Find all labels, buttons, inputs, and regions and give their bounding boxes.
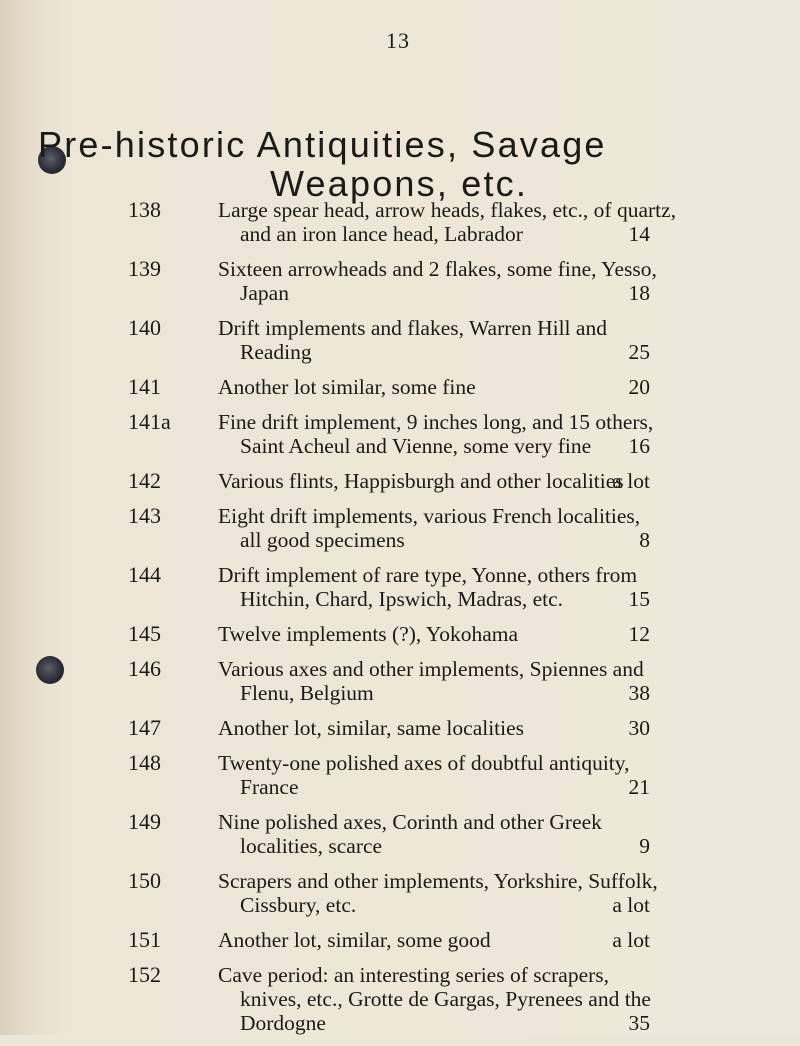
lot-description <box>218 469 648 493</box>
section-heading-line2: Weapons, etc. <box>270 163 529 204</box>
lot-description <box>218 316 648 364</box>
lot-number: 150 <box>128 868 161 893</box>
lot-entry <box>0 257 800 305</box>
lot-description <box>218 622 648 646</box>
lot-number: 148 <box>128 750 161 775</box>
lot-price: 21 <box>628 775 650 799</box>
lot-description <box>218 563 648 611</box>
lot-price: 15 <box>628 587 650 611</box>
lot-price: 35 <box>628 1011 650 1035</box>
lot-description <box>218 928 648 952</box>
lot-description-line: France <box>240 775 299 799</box>
lot-price: 38 <box>628 681 650 705</box>
lot-number: 144 <box>128 562 161 587</box>
lot-price: 20 <box>628 375 650 399</box>
lot-number: 143 <box>128 503 161 528</box>
lot-entry <box>0 716 800 740</box>
lot-description-line: Dordogne <box>240 1011 326 1035</box>
lot-price: a lot <box>612 893 650 917</box>
lot-description-line: Sixteen arrowheads and 2 flakes, some fine, Yesso, <box>218 257 657 281</box>
lot-description <box>218 657 648 705</box>
lot-number: 139 <box>128 256 161 281</box>
lot-description-line: Fine drift implement, 9 inches long, and 15 others, <box>218 410 654 434</box>
page-number: 13 <box>386 28 410 53</box>
lot-price: 9 <box>639 834 650 858</box>
lot-price: a lot <box>612 469 650 493</box>
lot-number: 138 <box>128 197 161 222</box>
lot-entry <box>0 810 800 858</box>
lot-number: 141 <box>128 374 161 399</box>
lot-description <box>218 257 657 305</box>
lot-description-line: Various flints, Happisburgh and other localities <box>218 469 624 493</box>
lot-description-line: Drift implements and flakes, Warren Hill and <box>218 316 607 340</box>
lot-description-line: Another lot, similar, some good <box>218 928 491 952</box>
lot-number: 141a <box>128 409 171 434</box>
lot-description-line: localities, scarce <box>240 834 383 858</box>
lot-price: 18 <box>628 281 650 305</box>
lot-entry <box>0 316 800 364</box>
lot-description-line: Hitchin, Chard, Ipswich, Madras, etc. <box>240 587 564 611</box>
lot-number: 152 <box>128 962 161 987</box>
lot-description-line: Cissbury, etc. <box>240 893 357 917</box>
lot-number: 149 <box>128 809 161 834</box>
lot-number: 151 <box>128 927 161 952</box>
lot-entry <box>0 869 800 917</box>
lot-description <box>218 504 648 552</box>
lot-entry <box>0 751 800 799</box>
lot-description <box>218 810 648 858</box>
lot-price: 14 <box>628 222 650 246</box>
lot-description-line: Twelve implements (?), Yokohama <box>218 622 519 646</box>
lot-price: 16 <box>628 434 650 458</box>
lot-entry <box>0 504 800 552</box>
lot-price: 8 <box>639 528 650 552</box>
lot-number: 145 <box>128 621 161 646</box>
lot-price: 30 <box>628 716 650 740</box>
lot-entry <box>0 469 800 493</box>
lot-price: a lot <box>612 928 650 952</box>
lot-description-line: all good specimens <box>240 528 405 552</box>
lot-description-line: and an iron lance head, Labrador <box>240 222 523 246</box>
lot-description <box>218 716 648 740</box>
lot-list <box>0 198 800 1046</box>
lot-number: 140 <box>128 315 161 340</box>
lot-description-line: Saint Acheul and Vienne, some very fine <box>240 434 592 458</box>
lot-entry <box>0 963 800 1035</box>
lot-description-line: Flenu, Belgium <box>240 681 374 705</box>
lot-description <box>218 198 677 246</box>
lot-description-line: Another lot similar, some fine <box>218 375 476 399</box>
lot-description-line: knives, etc., Grotte de Gargas, Pyrenees and the <box>240 987 651 1011</box>
lot-description-line: Twenty-one polished axes of doubtful antiquity, <box>218 751 630 775</box>
lot-entry <box>0 375 800 399</box>
lot-entry <box>0 622 800 646</box>
lot-number: 142 <box>128 468 161 493</box>
lot-entry <box>0 198 800 246</box>
lot-description-line: Another lot, similar, same localities <box>218 716 525 740</box>
lot-entry <box>0 928 800 952</box>
lot-price: 25 <box>628 340 650 364</box>
lot-description-line: Reading <box>240 340 312 364</box>
lot-description-line: Various axes and other implements, Spiennes and <box>218 657 644 681</box>
lot-number: 146 <box>128 656 161 681</box>
lot-description-line: Scrapers and other implements, Yorkshire, Suffolk, <box>218 869 658 893</box>
lot-description <box>218 869 658 917</box>
lot-price: 12 <box>628 622 650 646</box>
lot-number: 147 <box>128 715 161 740</box>
lot-description <box>218 963 651 1035</box>
lot-description-line: Large spear head, arrow heads, flakes, etc., of quartz, <box>218 198 677 222</box>
lot-description <box>218 410 654 458</box>
lot-description-line: Japan <box>240 281 289 305</box>
lot-entry <box>0 563 800 611</box>
lot-description-line: Eight drift implements, various French localities, <box>218 504 641 528</box>
lot-description-line: Drift implement of rare type, Yonne, others from <box>218 563 638 587</box>
lot-description <box>218 751 648 799</box>
lot-description-line: Nine polished axes, Corinth and other Greek <box>218 810 602 834</box>
lot-entry <box>0 410 800 458</box>
section-heading-line1: Pre-historic Antiquities, Savage <box>38 124 607 165</box>
lot-entry <box>0 657 800 705</box>
lot-description <box>218 375 648 399</box>
lot-description-line: Cave period: an interesting series of scrapers, <box>218 963 610 987</box>
